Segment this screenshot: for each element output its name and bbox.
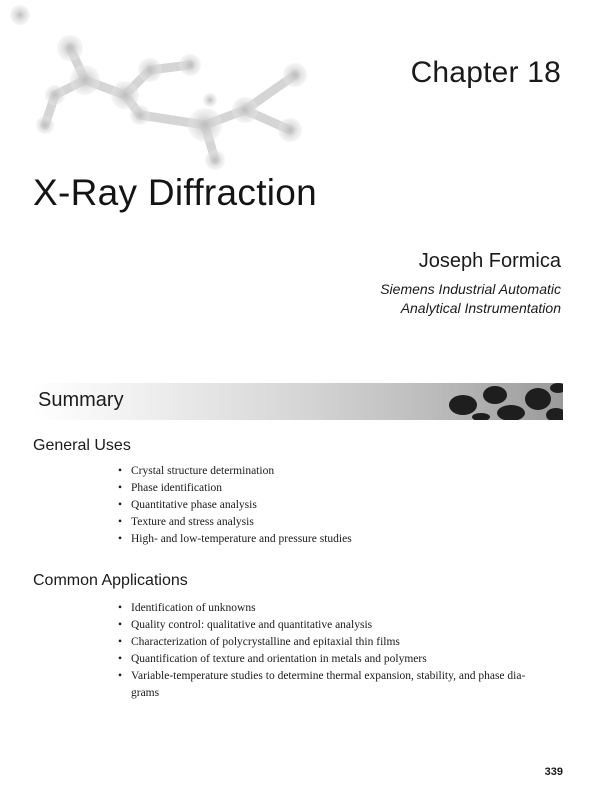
list-item: • Quantification of texture and orientation in metals and polymers <box>118 651 558 668</box>
bullet-icon: • <box>118 499 123 511</box>
list-item: • Crystal structure determination <box>118 463 558 480</box>
author-affiliation <box>380 280 561 318</box>
bullet-icon: • <box>118 653 123 665</box>
author-name: Joseph Formica <box>418 250 561 272</box>
common-applications-heading: Common Applications <box>33 572 188 589</box>
page-number: 339 <box>544 766 563 778</box>
general-uses-list <box>118 463 558 548</box>
bullet-icon: • <box>118 533 123 545</box>
chapter-number: Chapter 18 <box>410 56 561 89</box>
list-item: • Quantitative phase analysis <box>118 497 558 514</box>
list-item: • Characterization of polycrystalline and epitaxial thin films <box>118 634 558 651</box>
bullet-icon: • <box>118 482 123 494</box>
list-item: • Texture and stress analysis <box>118 514 558 531</box>
bullet-icon: • <box>118 516 123 528</box>
chapter-title: X-Ray Diffraction <box>33 172 318 213</box>
list-item: • Variable-temperature studies to determine thermal expansion, stability, and phase dia- <box>118 668 558 685</box>
bullet-icon: • <box>118 602 123 614</box>
list-item: • Phase identification <box>118 480 558 497</box>
bullet-icon: • <box>118 465 123 477</box>
bullet-icon: • <box>118 619 123 631</box>
common-applications-list <box>118 600 558 702</box>
molecule-decoration-icon <box>0 0 340 190</box>
summary-label: Summary <box>38 389 124 411</box>
summary-banner <box>33 383 563 420</box>
list-item: • Identification of unknowns <box>118 600 558 617</box>
affiliation-line-1: Siemens Industrial Automatic <box>380 281 561 297</box>
affiliation-line-2: Analytical Instrumentation <box>400 300 561 316</box>
bullet-icon: • <box>118 636 123 648</box>
list-item-continuation: grams <box>131 687 160 699</box>
list-item: • High- and low-temperature and pressure studies <box>118 531 558 548</box>
list-item: • Quality control: qualitative and quantitative analysis <box>118 617 558 634</box>
general-uses-heading: General Uses <box>33 437 131 454</box>
bullet-icon: • <box>118 670 123 682</box>
